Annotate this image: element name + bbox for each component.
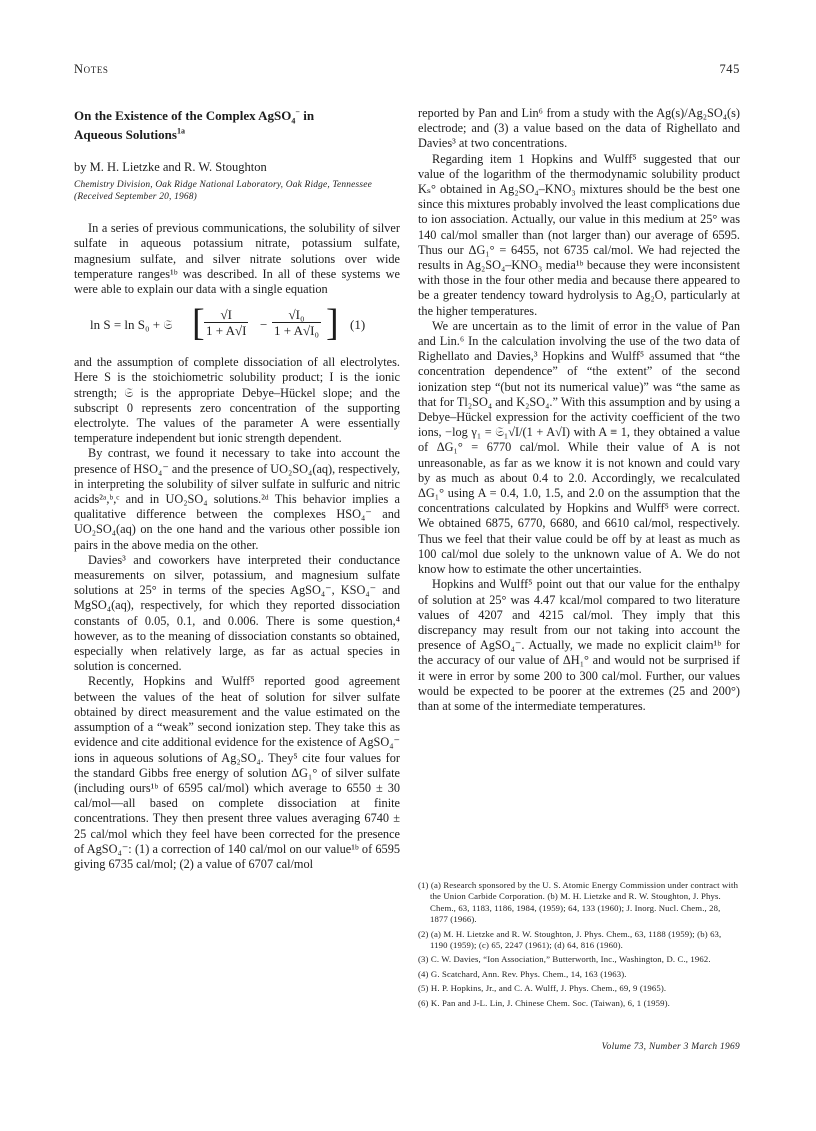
left-bracket: [ xyxy=(192,302,205,345)
affiliation: Chemistry Division, Oak Ridge National Laboratory, Oak Ridge, Tennessee (Received September 20, 1968) xyxy=(74,180,372,203)
footnote: (3) C. W. Davies, “Ion Association,” Butterworth, Inc., Washington, D. C., 1962. xyxy=(418,954,711,965)
footnote: (2) (a) M. H. Lietzke and R. W. Stoughton, J. Phys. Chem., 63, 1188 (1959); (b) 63, 1190 (1959); (c) 65, 2247 (1961); (d) 64, 816 (1960). xyxy=(418,928,722,951)
right-column xyxy=(418,106,740,714)
paragraph: Hopkins and Wulff⁵ point out that our value for the enthalpy of solution at 25° was 4.47 kcal/mol compared to two literature values of 4207 and 4215 cal/mol. They imply that this discrepancy may result from our not taking into account the presence of AgSO₄⁻. Actually, we made no explicit claim¹ᵇ for the accuracy of our value of ΔH₁° and would not be surprised if it were in error by some 200 to 300 cal/mol. Further, our values would be expected to be poorer at the extremes (25 and 200°) than at some of the intermediate temperatures. xyxy=(418,577,740,713)
section-label: Notes xyxy=(74,62,109,76)
paragraph: In a series of previous communications, the solubility of silver sulfate in aqueous potassium nitrate, potassium sulfate, magnesium sulfate, and silver nitrate solutions over wide temperature ranges¹ᵇ was described. In all of these systems we were able to explain our data with a single equation xyxy=(74,221,400,297)
footnote: (4) G. Scatchard, Ann. Rev. Phys. Chem., 14, 163 (1963). xyxy=(418,968,627,979)
paragraph: By contrast, we found it necessary to take into account the presence of HSO₄⁻ and the presence of UO₂SO₄(aq), respectively, in interpreting the solubility of silver sulfate in sulfuric and nitric acids²ᵃ,ᵇ,ᶜ and in UO₂SO₄ solutions.²ᵈ This behavior implies a qualitative difference between the complexes HSO₄⁻ and UO₂SO₄(aq) on the one hand and the various other possible ion pairs in the above media on the other. xyxy=(74,446,400,552)
paragraph: Regarding item 1 Hopkins and Wulff⁵ suggested that our value of the logarithm of the thermodynamic solubility product Kₛ° obtained in Ag₂SO₄–KNO₃ mixtures should be the best one since this mixtures probably involved the least complications due to ion association. Actually, our value in this medium at 25° was 140 cal/mol smaller than (not larger than) our average of 6595. Thus our ΔG₁° = 6455, not 6735 cal/mol. We had rejected the results in Ag₂SO₄–KNO₃ media¹ᵇ because they were inconsistent with those in the four other media and because there appeared to be a greater tendency toward hydrolysis to Ag₂O, particularly at the higher temperatures. xyxy=(418,151,740,318)
right-bracket: ] xyxy=(326,302,339,345)
paragraph: We are uncertain as to the limit of error in the value of Pan and Lin.⁶ In the calculation involving the use of the two data of Righellato and Davies,³ Hopkins and Wulff⁵ assumed that “the concentration dependence” of “the extent” of the second ionization step “(but not its numerical value)” was “the same as that for Tl₂SO₄ and K₂SO₄.” With this assumption and by using a Debye–Hückel expression for the activity coefficient of the two ions, −log γ₁ = 𝔖₁√I/(1 + A√I) with A ≡ 1, they obtained a value of ΔG₁° = 6770 cal/mol. While their value of A is not unreasonable, as far as we know it is not known and could vary by as much as about 0.4 to 2.0. Accordingly, we recalculated ΔG₁° using A = 0.4, 1.0, 1.5, and 2.0 on the assumption that the concentrations calculated by Hopkins and Wulff⁵ were correct. We obtained 6875, 6770, 6680, and 6610 cal/mol, respectively. Thus we feel that their value could be off by at least as much as 100 cal/mol due solely to the unknown value of A. We do not know how to estimate the other uncertainties. xyxy=(418,318,740,577)
footnotes xyxy=(418,880,740,1012)
paragraph: and the assumption of complete dissociation of all electrolytes. Here S is the stoichiometric solubility product; I is the ionic strength; 𝔖 is the appropriate Debye–Hückel slope; and the subscript 0 represents zero concentration of the supporting electrolyte. The values of the parameter A were essentially temperature independent but ionic strength dependent. xyxy=(74,355,400,446)
paragraph: Recently, Hopkins and Wulff⁵ reported good agreement between the values of the heat of solution for silver sulfate obtained by direct measurement and the value estimated on the assumption of a “weak” second ionization step. They take this as evidence and cite additional evidence for the existence of AgSO₄⁻ ions in aqueous solutions of Ag₂SO₄. They⁵ cite four values for the standard Gibbs free energy of solution ΔG₁° of silver sulfate (including ours¹ᵇ of 6595 cal/mol) which average to 6550 ± 30 cal/mol—all based on complete dissociation at finite concentrations. They then present three values averaging 6740 ± 25 cal/mol which they feel have been corrected for the presence of AgSO₄⁻: (1) a correction of 140 cal/mol on our value¹ᵇ of 6595 giving 6735 cal/mol; (2) a value of 6707 cal/mol xyxy=(74,674,400,871)
minus-sign: − xyxy=(260,317,268,333)
journal-footer: Volume 73, Number 3 March 1969 xyxy=(601,1042,740,1052)
paragraph: reported by Pan and Lin⁶ from a study with the Ag(s)/Ag₂SO₄(s) electrode; and (3) a value based on the data of Righellato and Davies³ at two concentrations. xyxy=(418,106,740,151)
fraction-2: $\frac{\text{√I₀}}{\text{1 + A√I₀}}$ xyxy=(274,307,319,339)
footnote: (6) K. Pan and J-L. Lin, J. Chinese Chem. Soc. (Taiwan), 6, 1 (1959). xyxy=(418,997,670,1008)
footnote: (5) H. P. Hopkins, Jr., and C. A. Wulff, J. Phys. Chem., 69, 9 (1965). xyxy=(418,983,667,994)
equation-lhs: ln S = ln S₀ + 𝔖 xyxy=(90,317,173,333)
article-title: On the Existence of the Complex AgSO$_4$− in Aqueous Solutions$^{1a}$ xyxy=(74,107,315,142)
left-column xyxy=(74,106,400,872)
equation-number: (1) xyxy=(350,317,366,333)
page-number: 745 xyxy=(719,62,740,76)
equation-1 xyxy=(74,302,400,345)
footnote: (1) (a) Research sponsored by the U. S. Atomic Energy Commission under contract with the Union Carbide Corporation. (b) M. H. Lietzke and R. W. Stoughton, J. Phys. Chem., 63, 1183, 1186, 1984, (1959); 64, 133 (1960); J. Inorg. Nucl. Chem., 28, 1877 (1966). xyxy=(418,880,739,925)
paragraph: Davies³ and coworkers have interpreted their conductance measurements on silver, potassium, and magnesium sulfate solutions at 25° in terms of the species AgSO₄⁻, KSO₄⁻ and MgSO₄(aq), respectively, for which they reported dissociation constants of 0.05, 0.1, and 0.006. There is some question,⁴ however, as to the meaning of dissociation constants so obtained, especially when relatively large, as far as actual species in solution is concerned. xyxy=(74,552,400,674)
running-head xyxy=(74,62,740,82)
byline: by M. H. Lietzke and R. W. Stoughton xyxy=(74,160,267,174)
fraction-1: $\frac{√I}{1 + A√I}$ xyxy=(206,307,247,339)
